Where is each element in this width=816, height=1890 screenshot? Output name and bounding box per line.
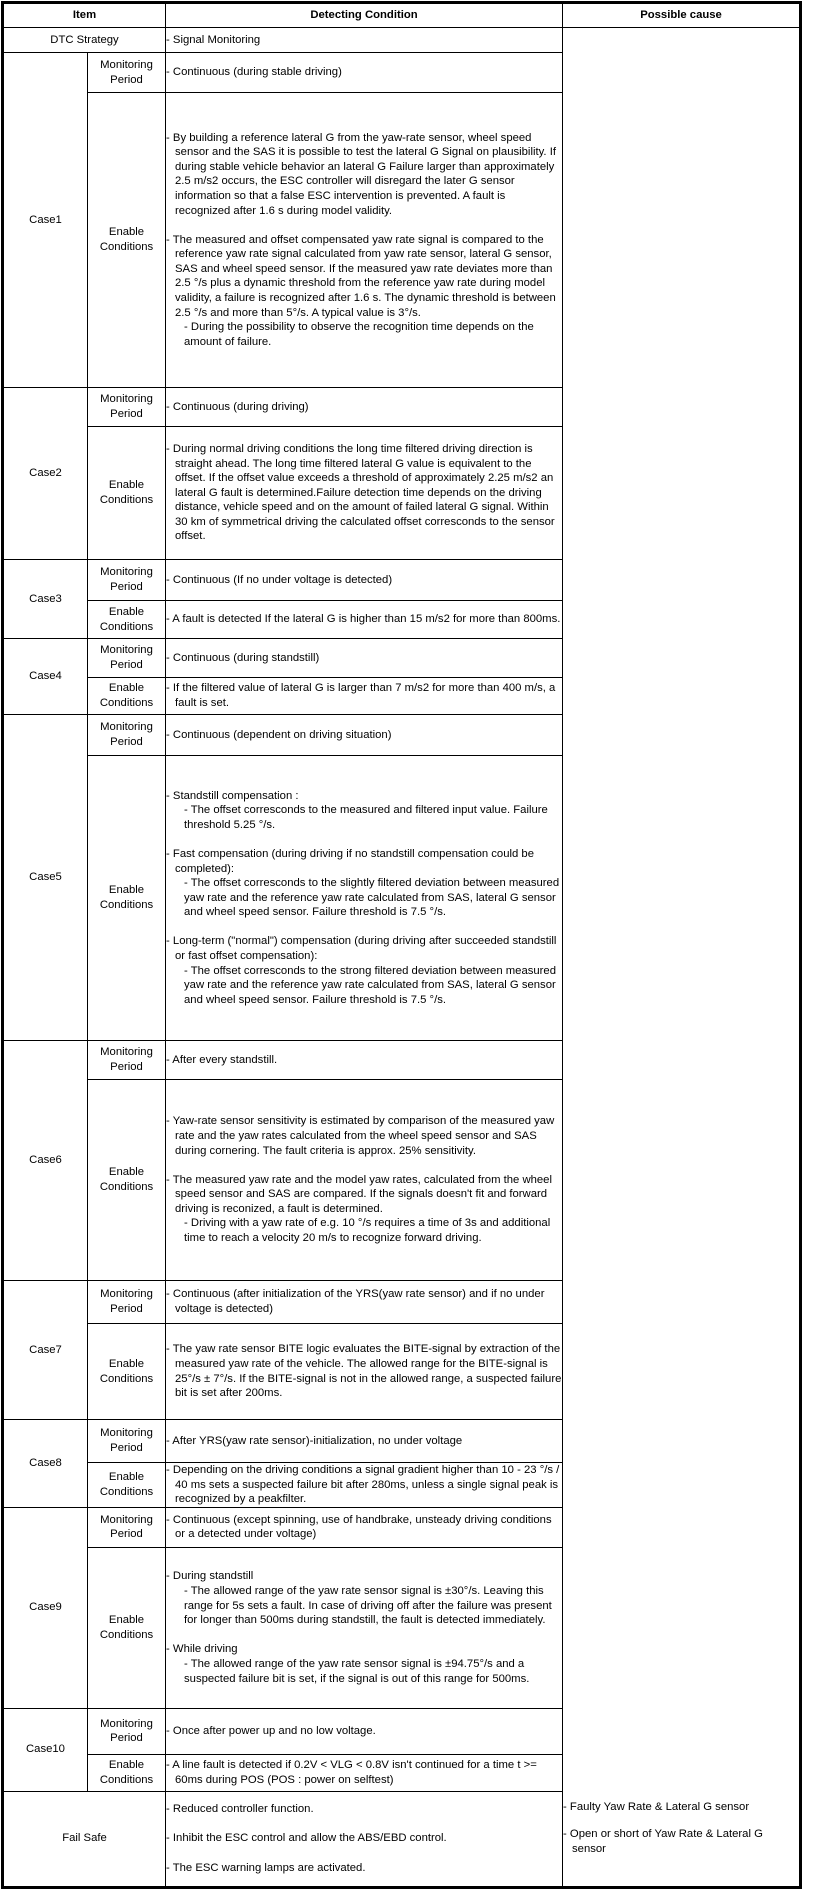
condition-lead-text: - A fault is detected If the lateral G is higher than 15 m/s2 for more than 800ms. <box>166 613 561 626</box>
sub-label-line: Conditions <box>99 1485 154 1498</box>
monitoring-period-label <box>88 1420 166 1463</box>
dtc-strategy-row <box>3 28 801 53</box>
condition-lead-text: - While driving <box>166 1643 238 1656</box>
monitoring-period-value <box>166 715 563 756</box>
enable-conditions-value <box>166 678 563 715</box>
monitoring-period-label <box>88 1041 166 1080</box>
enable-conditions-value <box>166 1547 563 1708</box>
condition-paragraph <box>166 1758 562 1787</box>
sub-label-line: Monitoring <box>100 566 153 579</box>
enable-conditions-label <box>88 93 166 388</box>
sub-label-line: Enable <box>108 1357 145 1370</box>
condition-sub-text: - The offset corresconds to the slightly filtered deviation between measured yaw rate and the reference yaw rate calculated from SAS, lateral G sensor and wheel speed sensor. Failure threshold is 7.5 °/s. <box>184 877 560 919</box>
monitoring-period-value <box>166 1708 563 1754</box>
monitoring-period-label <box>88 1281 166 1324</box>
fail-safe-label: Fail Safe <box>3 1791 166 1887</box>
sub-label-line: Enable <box>108 1614 145 1627</box>
case-label: Case10 <box>3 1708 88 1791</box>
case-label: Case9 <box>3 1507 88 1708</box>
sub-label-line: Enable <box>108 226 145 239</box>
enable-conditions-label <box>88 427 166 560</box>
condition-sub-text: - During the possibility to observe the recognition time depends on the amount of failure. <box>184 321 534 348</box>
monitoring-period-value <box>166 388 563 427</box>
enable-conditions-label <box>88 601 166 639</box>
condition-paragraph <box>166 612 562 627</box>
sub-label-line: Monitoring <box>100 1717 153 1730</box>
condition-sub-text: - Driving with a yaw rate of e.g. 10 °/s requires a time of 3s and additional time to reach a velocity 20 m/s to recognize forward driving. <box>184 1217 551 1245</box>
enable-conditions-label <box>88 678 166 715</box>
enable-conditions-value <box>166 1754 563 1791</box>
header-row <box>3 3 801 28</box>
enable-conditions-value <box>166 1324 563 1420</box>
sub-label-line: Enable <box>108 479 145 492</box>
sub-label-line: Enable <box>108 682 145 695</box>
monitoring-period-label <box>88 715 166 756</box>
sub-label-line: Conditions <box>99 1181 154 1193</box>
case-label: Case2 <box>3 388 88 560</box>
header-possible-cause: Possible cause <box>563 3 801 28</box>
sub-label-line: Period <box>110 581 143 593</box>
header-item: Item <box>3 3 166 28</box>
possible-cause-item: - Faulty Yaw Rate & Lateral G sensor <box>563 1800 750 1813</box>
condition-paragraph <box>166 934 562 1007</box>
monitoring-period-value <box>166 1420 563 1463</box>
enable-conditions-label <box>88 1754 166 1791</box>
monitoring-text: - Once after power up and no low voltage. <box>166 1724 376 1737</box>
case-label: Case4 <box>3 639 88 715</box>
monitoring-period-value <box>166 1041 563 1080</box>
monitoring-text: - Continuous (during driving) <box>166 400 309 413</box>
monitoring-period-value <box>166 639 563 678</box>
sub-label-line: Monitoring <box>100 721 153 734</box>
condition-lead-text: - The measured yaw rate and the model yaw rates, calculated from the wheel speed sensor and SAS are compared. If the signals doesn't fit and forward driving is reconized, a fault is determined. <box>166 1173 552 1215</box>
dtc-strategy-label: DTC Strategy <box>3 28 166 53</box>
monitoring-text: - Continuous (during stable driving) <box>166 66 342 79</box>
monitoring-period-value <box>166 53 563 93</box>
monitoring-period-label <box>88 639 166 678</box>
sub-label-line: Period <box>110 1442 143 1454</box>
monitoring-period-value <box>166 1507 563 1547</box>
enable-conditions-value <box>166 93 563 388</box>
condition-lead-text: - A line fault is detected if 0.2V < VLG < 0.8V isn't continued for a time t >= 60ms during POS (POS : power on selftest) <box>166 1759 537 1786</box>
condition-lead-text: - By building a reference lateral G from the yaw-rate sensor, wheel speed sensor and the SAS it is possible to test the lateral G Signal on plausibility. If during stable vehicle behavior an lateral G Failure larger than approximately 2.5 m/s2 occurs, the ESC controller will disregard the later G sensor information so that a false ESC intervention is prevented. A fault is recognized after 1.6 s during model validity. <box>166 131 556 217</box>
possible-cause-item: - Open or short of Yaw Rate & Lateral G sensor <box>563 1828 763 1855</box>
monitoring-period-label <box>88 1507 166 1547</box>
enable-conditions-value <box>166 1463 563 1508</box>
sub-label-line: Enable <box>108 605 145 618</box>
condition-lead-text: - Long-term ("normal") compensation (during driving after succeeded standstill or fast offset compensation): <box>166 935 557 963</box>
case-label: Case3 <box>3 560 88 639</box>
sub-label-line: Monitoring <box>100 1427 153 1440</box>
sub-label-line: Period <box>110 1732 143 1745</box>
condition-paragraph <box>166 1173 562 1246</box>
sub-label-line: Conditions <box>99 494 154 506</box>
fail-safe-item: - Inhibit the ESC control and allow the ABS/EBD control. <box>166 1832 447 1845</box>
condition-lead-text: - During normal driving conditions the long time filtered driving direction is straight ahead. The long time filtered lateral G value is equivalent to the offset. If the offset value exceeds a threshold of approximately 2.25 m/s2 an lateral G fault is determined.Failure detection time depends on the driving distance, vehicle speed and on the amount of failed lateral G signal. Within 30 km of symmetrical driving the calculated offset corresconds to the sensor offset. <box>166 442 555 543</box>
enable-conditions-value <box>166 601 563 639</box>
monitoring-text: - Continuous (dependent on driving situation) <box>166 728 392 741</box>
monitoring-text: - Continuous (except spinning, use of handbrake, unsteady driving conditions or a detected under voltage) <box>166 1513 552 1541</box>
header-detecting-condition: Detecting Condition <box>166 3 563 28</box>
sub-label-line: Enable <box>108 1759 145 1772</box>
condition-sub-text: - The allowed range of the yaw rate sensor signal is ±94.75°/s and a suspected failure bit is set, if the signal is out of this range for 500ms. <box>184 1657 530 1685</box>
condition-paragraph <box>166 1569 562 1627</box>
enable-conditions-label <box>88 1080 166 1281</box>
condition-lead-text: - Fast compensation (during driving if no standstill compensation could be completed): <box>166 847 534 875</box>
sub-label-line: Conditions <box>99 1773 154 1786</box>
case-label: Case6 <box>3 1041 88 1281</box>
enable-conditions-value <box>166 1080 563 1281</box>
condition-paragraph <box>166 1342 562 1400</box>
enable-conditions-label <box>88 1463 166 1508</box>
monitoring-period-label <box>88 388 166 427</box>
condition-paragraph <box>166 681 562 710</box>
monitoring-text: - Continuous (If no under voltage is detected) <box>166 573 393 586</box>
dtc-table <box>1 1 802 1889</box>
sub-label-line: Conditions <box>99 241 154 253</box>
condition-lead-text: - If the filtered value of lateral G is larger than 7 m/s2 for more than 400 m/s, a fault is set. <box>166 682 556 709</box>
condition-paragraph <box>166 789 562 833</box>
sub-label-line: Period <box>110 73 143 86</box>
condition-sub-text: - The allowed range of the yaw rate sensor signal is ±30°/s. Leaving this range for 5s sets a fault. In case of driving off after the failure was present for longer than 500ms during standstill, the fault is detected immediately. <box>184 1585 552 1627</box>
sub-label-line: Monitoring <box>100 1513 153 1526</box>
sub-label-line: Enable <box>108 1166 145 1179</box>
condition-paragraph <box>166 1463 562 1507</box>
monitoring-period-label <box>88 1708 166 1754</box>
enable-conditions-value <box>166 427 563 560</box>
case-label: Case1 <box>3 53 88 388</box>
sub-label-line: Period <box>110 1061 143 1073</box>
condition-sub-text: - The offset corresconds to the measured and filtered input value. Failure threshold 5.25 °/s. <box>184 804 548 831</box>
sub-label-line: Conditions <box>99 899 154 911</box>
dtc-strategy-value: - Signal Monitoring <box>166 28 563 53</box>
condition-lead-text: - During standstill <box>166 1570 254 1583</box>
sub-label-line: Period <box>110 736 143 748</box>
fail-safe-value <box>166 1791 563 1887</box>
condition-paragraph <box>166 1642 562 1686</box>
condition-paragraph <box>166 1114 562 1158</box>
sub-label-line: Enable <box>108 884 145 897</box>
sub-label-line: Monitoring <box>100 58 153 71</box>
monitoring-period-label <box>88 560 166 601</box>
monitoring-text: - After YRS(yaw rate sensor)-initialization, no under voltage <box>166 1434 463 1447</box>
sub-label-line: Monitoring <box>100 1288 153 1301</box>
condition-paragraph <box>166 442 562 544</box>
monitoring-text: - Continuous (during standstill) <box>166 651 320 664</box>
possible-cause-list <box>563 1800 799 1857</box>
condition-lead-text: - The measured and offset compensated yaw rate signal is compared to the reference yaw rate signal calculated from yaw rate sensor, lateral G sensor, SAS and wheel speed sensor. If the measured yaw rate deviates more than 2.5 °/s plus a dynamic threshold from the reference yaw rate during model validity, a failure is recognized after 1.6 s. The dynamic threshold is between 2.5 °/s and more than 5°/s. A typical value is 3°/s. <box>166 233 556 319</box>
monitoring-text: - Continuous (after initialization of the YRS(yaw rate sensor) and if no under voltage is detected) <box>166 1288 545 1315</box>
case-label: Case8 <box>3 1420 88 1508</box>
fail-safe-item: - The ESC warning lamps are activated. <box>166 1861 366 1874</box>
monitoring-period-label <box>88 53 166 93</box>
fail-safe-item: - Reduced controller function. <box>166 1803 314 1816</box>
enable-conditions-value <box>166 756 563 1041</box>
case-label: Case5 <box>3 715 88 1041</box>
enable-conditions-label <box>88 1324 166 1420</box>
condition-lead-text: - The yaw rate sensor BITE logic evaluates the BITE-signal by extraction of the measured yaw rate of the vehicle. The allowed range for the BITE-signal is 25°/s ± 7°/s. If the BITE-signal is not in the allowed range, a suspected failure bit is set after 200ms. <box>166 1343 562 1400</box>
sub-label-line: Monitoring <box>100 393 153 406</box>
monitoring-period-value <box>166 1281 563 1324</box>
sub-label-line: Period <box>110 408 143 420</box>
sub-label-line: Conditions <box>99 1372 154 1385</box>
sub-label-line: Conditions <box>99 620 154 633</box>
sub-label-line: Enable <box>108 1471 145 1484</box>
condition-lead-text: - Yaw-rate sensor sensitivity is estimated by comparison of the measured yaw rate and the yaw rates calculated from the wheel speed sensor and SAS during cornering. The fault criteria is approx. 25% sensitivity. <box>166 1115 555 1157</box>
sub-label-line: Monitoring <box>100 1046 153 1059</box>
sub-label-line: Monitoring <box>100 644 153 657</box>
condition-paragraph <box>166 131 562 219</box>
condition-paragraph <box>166 233 562 350</box>
sub-label-line: Conditions <box>99 1628 154 1641</box>
condition-lead-text: - Standstill compensation : <box>166 789 299 802</box>
sub-label-line: Period <box>110 1528 143 1541</box>
condition-lead-text: - Depending on the driving conditions a signal gradient higher than 10 - 23 °/s / 40 ms sets a suspected failure bit after 280ms, unless a single signal peak is recognized by a peakfilter. <box>166 1464 560 1506</box>
enable-conditions-label <box>88 1547 166 1708</box>
enable-conditions-label <box>88 756 166 1041</box>
case-label: Case7 <box>3 1281 88 1420</box>
monitoring-period-value <box>166 560 563 601</box>
possible-cause-cell <box>563 28 801 1888</box>
monitoring-text: - After every standstill. <box>166 1053 278 1066</box>
condition-paragraph <box>166 847 562 920</box>
condition-sub-text: - The offset corresconds to the strong filtered deviation between measured yaw rate and the reference yaw rate calculated from SAS, lateral G sensor and wheel speed sensor. Failure threshold is 7.5 °/s. <box>184 964 556 1006</box>
sub-label-line: Period <box>110 659 143 671</box>
sub-label-line: Period <box>110 1303 143 1315</box>
sub-label-line: Conditions <box>99 697 154 709</box>
